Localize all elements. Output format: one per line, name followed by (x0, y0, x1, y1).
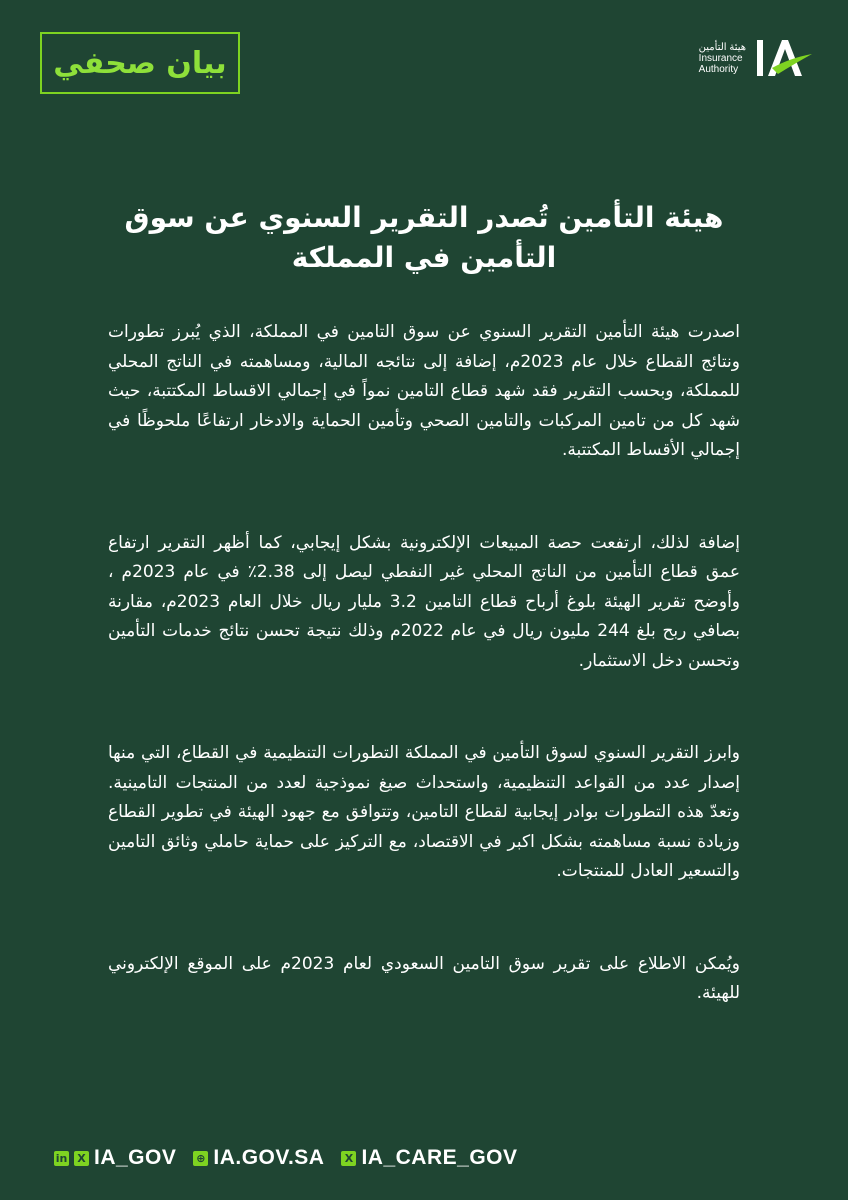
paragraph-2: إضافة لذلك، ارتفعت حصة المبيعات الإلكترونية بشكل إيجابي، كما أظهر التقرير ارتفاع عمق قطاع التأمين من الناتج المحلي غير النفطي ليصل إلى 2.38٪ في عام 2023م ، وأوضح تقرير الهيئة بلوغ أرباح قطاع التامين 3.2 مليار ريال خلال العام 2023م، مقارنة بصافي ربح بلغ 244 مليون ريال في عام 2022م وذلك نتيجة تحسن نتائج خدمات التأمين وتحسن دخل الاستثمار. (108, 532, 741, 671)
linkedin-icon[interactable]: in (55, 1151, 68, 1165)
press-release-title (100, 198, 748, 278)
handle-ia-care-gov[interactable]: IA_CARE_GOV (361, 1146, 518, 1169)
press-release-body (108, 318, 740, 1072)
website-link[interactable]: IA.GOV.SA (213, 1146, 325, 1169)
logo-arabic-name: هيئة التأمين (698, 41, 746, 53)
x-icon-care[interactable]: X (341, 1151, 356, 1166)
paragraph-3: وابرز التقرير السنوي لسوق التأمين في المملكة التطورات التنظيمية في القطاع، التي منها إصدار عدد من القواعد التنظيمية، واستحداث صيغ نموذجية لعدد من المنتجات التامينية. وتعدّ هذه التطورات بوادر إيجابية لقطاع التامين، وتتوافق مع جهود الهيئة في تطوير القطاع وزيادة نسبة مساهمته بشكل اكبر في الاقتصاد، مع التركيز على حماية حاملي وثائق التامين والتسعير العادل للمنتجات. (108, 743, 740, 881)
ia-logo-icon (754, 34, 814, 82)
press-release-badge (40, 32, 240, 94)
x-icon[interactable]: X (74, 1151, 89, 1166)
social-footer (54, 1146, 530, 1170)
paragraph-4: ويُمكن الاطلاع على تقرير سوق التامين السعودي لعام 2023م على الموقع الإلكتروني للهيئة. (108, 953, 740, 1003)
paragraph-1: اصدرت هيئة التأمين التقرير السنوي عن سوق التامين في المملكة، الذي يُبرز تطورات ونتائج القطاع خلال عام 2023م، إضافة إلى نتائجه المالية، ومساهمته في الناتج المحلي للمملكة، وبحسب التقرير فقد شهد قطاع التامين نمواً في إجمالي الاقساط المكتتبة، حيث شهد كل من تامين المركبات والتامين الصحي وتأمين الحماية والادخار ارتفاعًا ملحوظًا في إجمالي الأقساط المكتتبة. (108, 322, 740, 460)
logo-english-line2: Authority (698, 63, 739, 75)
logo-english-line1: Insurance (698, 52, 743, 64)
insurance-authority-logo (699, 34, 814, 82)
title-line-1: هيئة التأمين تُصدر التقرير السنوي عن سوق (124, 201, 724, 234)
logo-text (699, 42, 746, 75)
title-line-2: التأمين في المملكة (291, 241, 557, 274)
badge-label: بيان صحفي (53, 45, 227, 81)
globe-icon[interactable]: ⊕ (193, 1151, 208, 1166)
handle-ia-gov[interactable]: IA_GOV (94, 1146, 177, 1169)
